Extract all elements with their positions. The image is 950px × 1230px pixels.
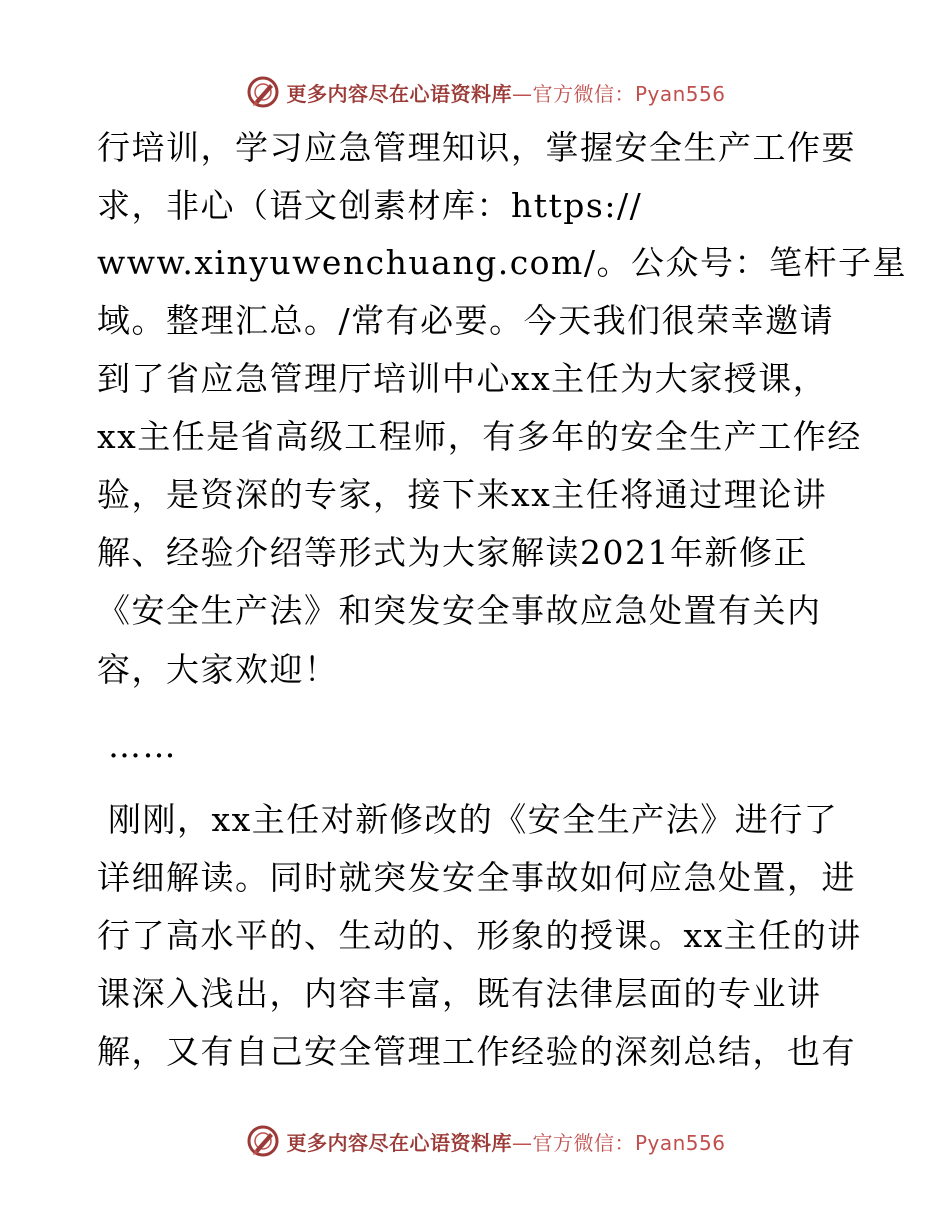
text-line: www.xinyuwenchuang.com/。公众号：笔杆子星: [97, 243, 907, 282]
watermark-sub-text: —官方微信：Pyan556: [511, 1130, 726, 1155]
text-line: 求，非心（语文创素材库：https://: [97, 186, 643, 225]
text-line: 行了高水平的、生动的、形象的授课。xx主任的讲: [97, 916, 862, 955]
text-line: 行培训，学习应急管理知识，掌握安全生产工作要: [97, 128, 856, 167]
watermark-group: [246, 1124, 725, 1158]
ellipsis: ……: [108, 726, 177, 765]
watermark-text: [286, 1127, 725, 1156]
text-line: 到了省应急管理厅培训中心xx主任为大家授课，: [97, 359, 828, 398]
watermark-sub-text: —官方微信：Pyan556: [511, 81, 726, 106]
text-line: 解，又有自己安全管理工作经验的深刻总结，也有: [97, 1032, 856, 1071]
text-line: 容，大家欢迎！: [97, 650, 339, 689]
text-line: 验，是资深的专家，接下来xx主任将通过理论讲: [97, 475, 828, 514]
watermark-main-text: 更多内容尽在心语资料库: [286, 1130, 512, 1155]
watermark-main-text: 更多内容尽在心语资料库: [286, 81, 512, 106]
text-line: xx主任是省高级工程师，有多年的安全生产工作经: [97, 417, 862, 456]
text-line: 详细解读。同时就突发安全事故如何应急处置，进: [97, 858, 856, 897]
pen-logo-icon: [246, 75, 280, 109]
text-line: 刚刚，xx主任对新修改的《安全生产法》进行了: [108, 800, 839, 839]
text-line: 域。整理汇总。/常有必要。今天我们很荣幸邀请: [97, 301, 835, 340]
header-watermark: [0, 72, 950, 112]
text-line: 解、经验介绍等形式为大家解读2021年新修正: [97, 533, 808, 572]
footer-watermark: [0, 1121, 950, 1161]
watermark-text: [286, 78, 725, 107]
pen-logo-icon: [246, 1124, 280, 1158]
watermark-group: [246, 75, 725, 109]
text-line: 《安全生产法》和突发安全事故应急处置有关内: [97, 591, 822, 630]
text-line: 课深入浅出，内容丰富，既有法律层面的专业讲: [97, 974, 822, 1013]
